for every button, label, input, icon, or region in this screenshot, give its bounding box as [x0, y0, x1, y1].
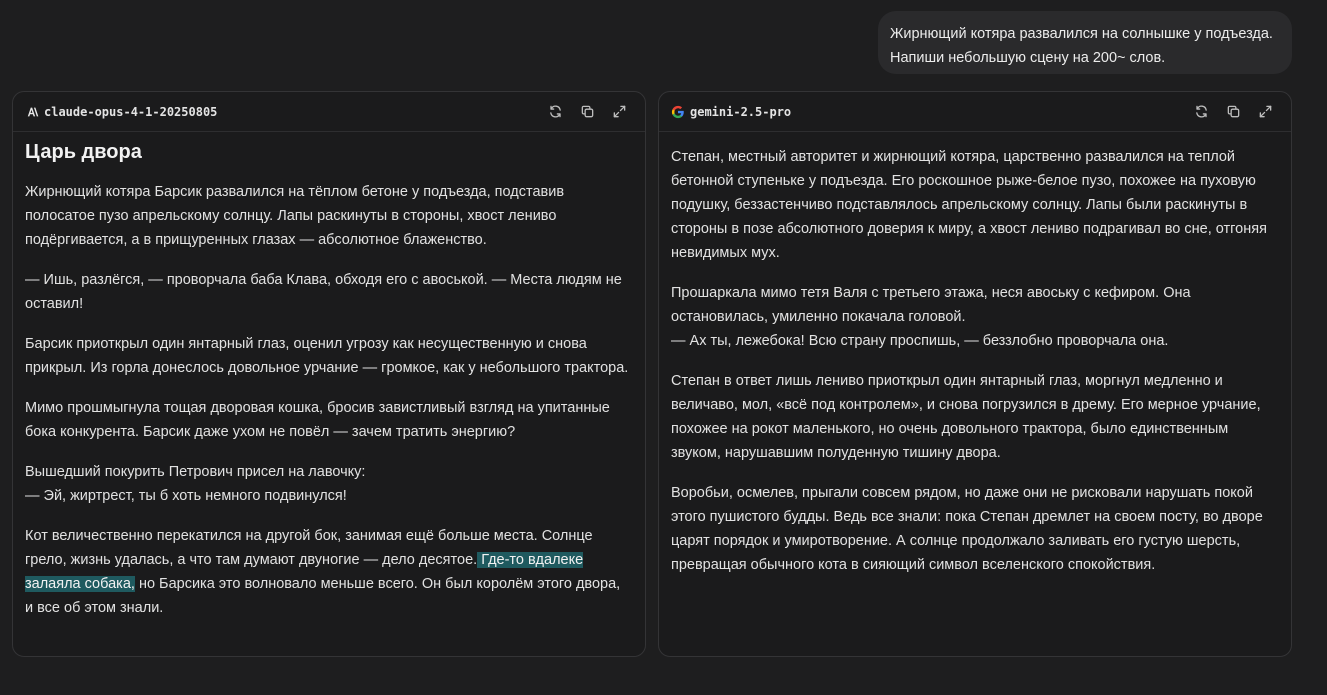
response-panel-claude: [12, 91, 646, 657]
expand-icon[interactable]: [1255, 102, 1275, 122]
user-message-line-2: Напиши небольшую сцену на 200~ слов.: [890, 50, 1166, 66]
anthropic-logo-icon: [25, 105, 39, 119]
model-name-text: gemini-2.5-pro: [690, 104, 792, 119]
response-paragraph: [671, 281, 1278, 353]
user-message-line-1: Жирнющий котяра развалился на солнышке у подъезда.: [890, 26, 1273, 42]
copy-icon[interactable]: [577, 102, 597, 122]
response-paragraph: Жирнющий котяра Барсик развалился на тёплом бетоне у подъезда, подставив полосатое пузо апрельскому солнцу. Лапы раскинуты в стороны, хвост лениво подёргивается, а в прищуренных глазах — абсолютное блаженство.: [25, 184, 565, 248]
response-paragraph: — Ишь, разлёгся, — проворчала баба Клава, обходя его с авоськой. — Места людям не оставил!: [25, 272, 622, 312]
model-label: [671, 105, 791, 119]
panel-actions: [1191, 102, 1275, 122]
response-paragraph: Степан в ответ лишь лениво приоткрыл один янтарный глаз, моргнул медленно и величаво, мол, «всё под контролем», и снова погрузился в дрему. Его мерное урчание, похожее на рокот маленького, но очень довольного трактора, было единственным звуком, нарушавшим полуденную тишину двора.: [671, 373, 1261, 461]
panel-header: [659, 92, 1291, 132]
response-paragraph: [25, 524, 632, 620]
refresh-icon[interactable]: [1191, 102, 1211, 122]
panel-header: [13, 92, 645, 132]
response-panel-gemini: [658, 91, 1292, 657]
user-message-bubble: [878, 11, 1292, 74]
response-line: Вышедший покурить Петрович присел на лавочку:: [25, 464, 366, 480]
response-paragraph: Барсик приоткрыл один янтарный глаз, оценил угрозу как несущественную и снова прикрыл. Из горла донеслось довольное урчание — громкое, как у небольшого трактора.: [25, 336, 629, 376]
highlighted-text-selection[interactable]: Где-то вдалеке залаяла собака,: [25, 552, 584, 592]
panel-actions: [545, 102, 629, 122]
google-logo-icon: [671, 105, 685, 119]
response-paragraph: Мимо прошмыгнула тощая дворовая кошка, бросив завистливый взгляд на упитанные бока конкурента. Барсик даже ухом не повёл — зачем тратить энергию?: [25, 400, 610, 440]
response-text: но Барсика это волновало меньше всего. Он был королём этого двора, и все об этом знали.: [25, 576, 621, 616]
response-paragraph: Степан, местный авторитет и жирнющий котяра, царственно развалился на теплой бетонной ступеньке у подъезда. Его роскошное рыже-белое пузо, похожее на пуховую подушку, беззастенчиво подставлялось апрельскому солнцу. Лапы были раскинуты в стороны в позе абсолютного доверия к миру, а хвост лениво подрагивал во сне, отгоняя невидимых мух.: [671, 149, 1267, 261]
model-name-text: claude-opus-4-1-20250805: [44, 104, 218, 119]
response-paragraph: Воробьи, осмелев, прыгали совсем рядом, но даже они не рисковали нарушать покой этого пушистого будды. Ведь все знали: пока Степан дремлет на своем посту, во дворе царят порядок и умиротворение. А солнце продолжало заливать его густую шерсть, превращая обычного кота в сияющий символ вселенского спокойствия.: [671, 485, 1263, 573]
response-text: Кот величественно перекатился на другой бок, занимая ещё больше места. Солнце грело, жизнь удалась, а что там думают двуногие — дело десятое.: [25, 528, 593, 568]
refresh-icon[interactable]: [545, 102, 565, 122]
response-body: [13, 132, 645, 620]
response-body: [659, 132, 1291, 577]
response-line: — Эй, жиртрест, ты б хоть немного подвинулся!: [25, 488, 347, 504]
model-label: [25, 105, 217, 119]
expand-icon[interactable]: [609, 102, 629, 122]
response-title: Царь двора: [25, 141, 142, 163]
response-paragraph: [25, 460, 632, 508]
response-line: — Ах ты, лежебока! Всю страну проспишь, — беззлобно проворчала она.: [671, 333, 1169, 349]
response-line: Прошаркала мимо тетя Валя с третьего этажа, неся авоську с кефиром. Она остановилась, умиленно покачала головой.: [671, 285, 1191, 325]
copy-icon[interactable]: [1223, 102, 1243, 122]
